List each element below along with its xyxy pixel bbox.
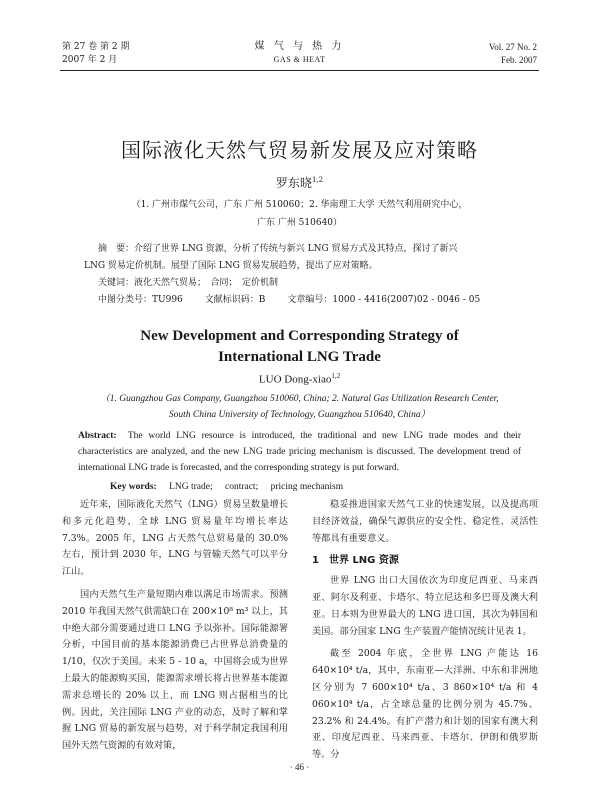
header-volume-en <box>489 41 537 67</box>
abstract-en-label: Abstract: <box>78 431 117 441</box>
title-en <box>0 326 599 368</box>
body-paragraph: 国内天然气生产量短期内难以满足市场需求。预测 2010 年我国天然气供需缺口在 200×10⁸ m³ 以上，其中绝大部分需要通过进口 LNG 予以弥补。国际能源署分析，中国目前的基本能源消费已占世界总消费量的 1/10，仅次于美国。未来 5 - 10 a，中国将会成为世界上最大的能源购买国，能源需求增长将占世界基本能源需求总增长的 20% 以上，而 LNG 则占据相当的比例。因此，关注国际 LNG 产业的动态，及时了解和掌握 LNG 贸易的新发展与趋势，对于科学制定我国利用国外天然气资源的有效对策， <box>62 588 288 752</box>
journal-name-en: GAS & HEAT <box>273 55 326 64</box>
section-heading: 1 世界 LNG 资源 <box>312 555 399 567</box>
affiliation-cn-line2: 广东 广州 510640） <box>256 218 343 228</box>
abstract-cn <box>84 241 515 309</box>
article-number: 文章编号：1000 - 4416(2007)02 - 0046 - 05 <box>287 295 481 305</box>
keyword-en-3: pricing mechanism <box>270 482 344 492</box>
author-sup: 1,2 <box>311 176 324 184</box>
body-paragraph: 世界 LNG 出口大国依次为印度尼西亚、马来西亚、阿尔及利亚、卡塔尔、特立尼达和多巴哥及澳大利亚。日本则为世界最大的 LNG 进口国，其次为韩国和美国。部分国家 LNG 生产装置产能情况统计见表 1。 <box>312 575 538 637</box>
keyword-en-2: contract; <box>224 482 259 492</box>
clc-number: 中图分类号：TU996 <box>98 295 183 305</box>
volume-cn: 第 27 卷 第 2 期 <box>62 42 130 52</box>
author-en-name: LUO Dong-xiao <box>258 373 332 386</box>
abstract-en-text: The world LNG resource is introduced, the traditional and new LNG trade modes and their characteristics are analyzed, and the new LNG trade pricing mechanism is discussed. The development trend of international LNG trade is forecasted, and the corresponding strategy is put forward. <box>78 431 521 473</box>
title-en-line1: New Development and Corresponding Strategy of <box>140 328 459 344</box>
abstract-cn-text1: 介绍了世界 LNG 资源，分析了传统与新兴 LNG 贸易方式及其特点，探讨了新兴 <box>134 244 458 254</box>
abstract-cn-line1 <box>84 241 515 258</box>
title-en-line2: International LNG Trade <box>218 349 381 365</box>
keywords-cn <box>84 275 515 292</box>
date-cn: 2007 年 2 月 <box>62 55 118 65</box>
keywords-cn-text: 液化天然气贸易； 合同； 定价机制 <box>134 278 279 288</box>
body-paragraph: 近年来，国际液化天然气（LNG）贸易呈数量增长和多元化趋势，全球 LNG 贸易量年均增长率达 7.3%。2005 年，LNG 占天然气总贸易量的 30.0% 左右，预计到 2030 年，LNG 与管输天然气可以平分江山。 <box>62 499 288 578</box>
keywords-en-label: Key words: <box>110 482 157 492</box>
date-en: Feb. 2007 <box>501 55 537 65</box>
title-cn: 国际液化天然气贸易新发展及应对策略 <box>121 138 478 162</box>
body-paragraph: 截至 2004 年底，全世界 LNG 产能达 16 640×10⁴ t/a，其中，东南亚—大洋洲、中东和非洲地区分别为 7 600×10⁴ t/a、3 860×10⁴ t/a 和 4 060×10⁴ t/a，占全球总量的比例分别为 45.7%、23.2% 和 24.4%。有扩产潜力和计划的国家有澳大利亚、印度尼西亚、马来西亚、卡塔尔、伊朗和俄罗斯等。分 <box>312 648 538 761</box>
keywords-cn-label: 关键词： <box>98 278 135 288</box>
abstract-cn-text2: LNG 贸易定价机制。展望了国际 LNG 贸易发展趋势，提出了应对策略。 <box>84 261 378 271</box>
body-paragraph: 稳妥推进国家天然气工业的快速发展，以及提高项目经济效益，确保气源供应的安全性、稳定性、灵活性等都具有重要意义。 <box>312 499 538 544</box>
affiliation-cn-line1: （1. 广州市煤气公司，广东 广州 510060；2. 华南理工大学 天然气利用研究中心， <box>131 200 468 210</box>
author-cn <box>0 174 599 191</box>
volume-en: Vol. 27 No. 2 <box>488 42 537 52</box>
doc-code: 文献标识码：B <box>204 295 266 305</box>
body-column-left <box>62 497 288 761</box>
author-en <box>0 372 599 386</box>
affiliation-cn <box>110 196 489 232</box>
keyword-en-1: LNG trade; <box>169 482 213 492</box>
classification-row <box>84 292 515 309</box>
affiliation-en-line2: South China University of Technology, Guangzhou 510640, China） <box>168 410 431 420</box>
abstract-cn-label: 摘 要： <box>98 244 135 254</box>
keywords-en <box>110 482 343 492</box>
journal-name-cn: 煤 气 与 热 力 <box>254 41 345 52</box>
affiliation-en <box>70 391 529 423</box>
author-en-sup: 1,2 <box>331 372 341 380</box>
author-name: 罗东晓 <box>275 176 312 190</box>
header-rule <box>60 70 539 71</box>
abstract-en <box>78 428 521 476</box>
body-column-right <box>312 497 538 770</box>
page-number: · 46 · <box>289 762 310 772</box>
affiliation-en-line1: （1. Guangzhou Gas Company, Guangzhou 510060, China; 2. Natural Gas Utilization Research Center, <box>100 394 499 404</box>
